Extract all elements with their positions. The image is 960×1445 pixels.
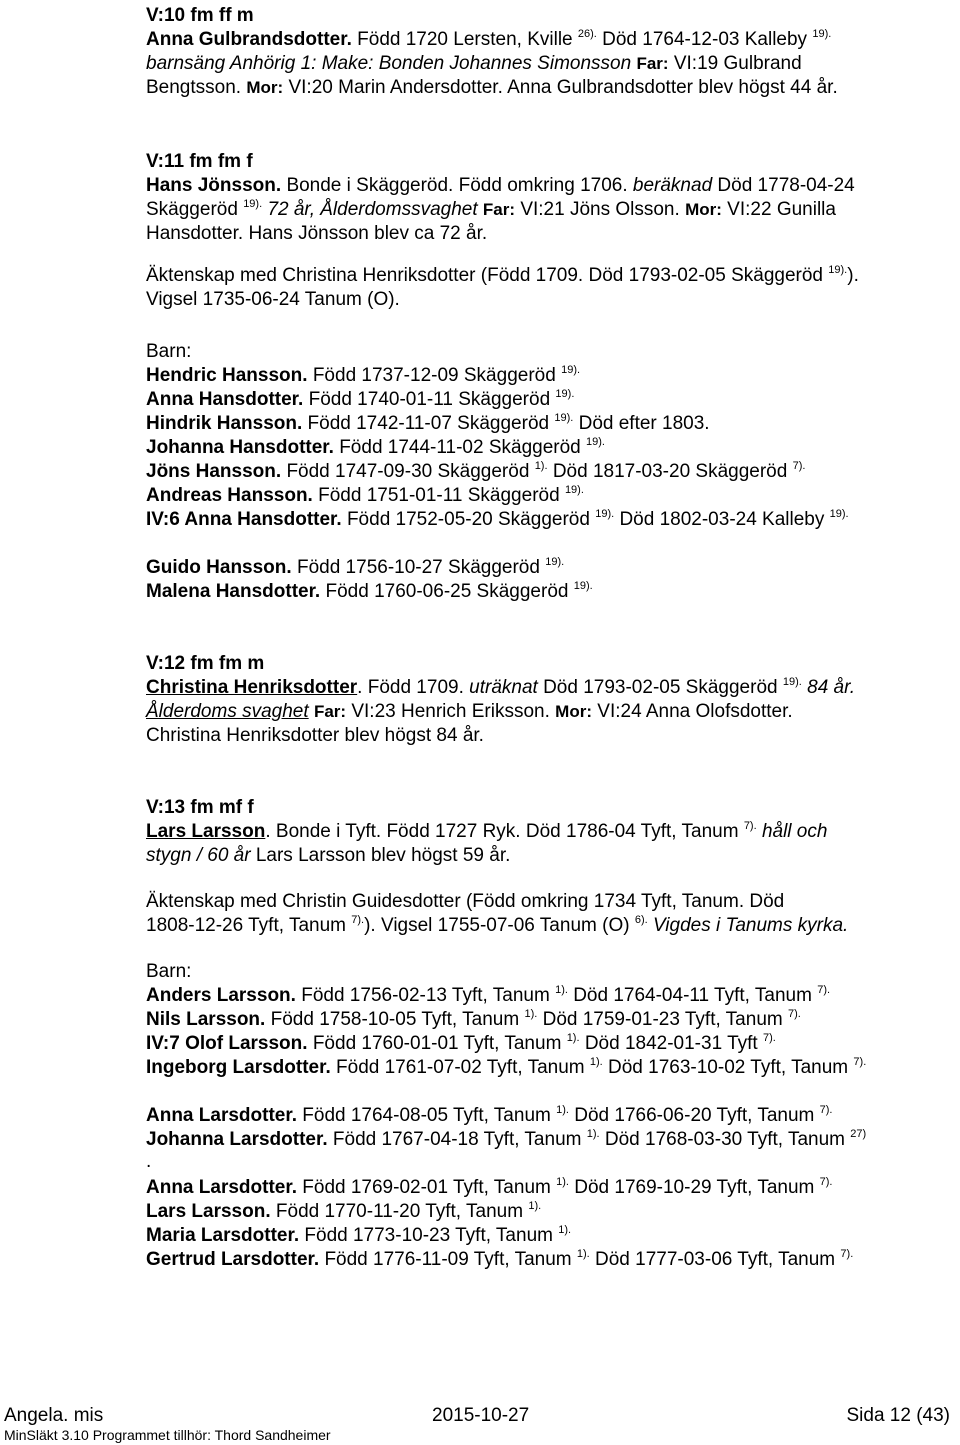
- child-name: IV:6 Anna Hansdotter.: [146, 509, 342, 530]
- child-row: Anna Larsdotter. Född 1764-08-05 Tyft, Tanum $^{1).}$ Död 1766-06-20 Tyft, Tanum $^{7).}$: [146, 1104, 833, 1126]
- child-name: Johanna Larsdotter.: [146, 1129, 328, 1150]
- child-row: Malena Hansdotter. Född 1760-06-25 Skäggeröd $^{19).}$: [146, 580, 593, 602]
- child-name: Malena Hansdotter.: [146, 581, 321, 602]
- person-name: Hans Jönsson.: [146, 175, 282, 196]
- entry-line: Anna Gulbrandsdotter. Född 1720 Lersten, Kville $^{26).}$ Död 1764-12-03 Kalleby $^{19).}$: [146, 28, 832, 50]
- entry-line: Skäggeröd $^{19).}$ 72 år, Ålderdomssvaghet Far: VI:21 Jöns Olsson. Mor: VI:22 Gunilla: [146, 198, 836, 220]
- child-row: Hindrik Hansson. Född 1742-11-07 Skäggeröd $^{19).}$ Död efter 1803.: [146, 412, 710, 434]
- entry-heading: V:13 fm mf f: [146, 797, 254, 818]
- entry-line: Hans Jönsson. Bonde i Skäggeröd. Född omkring 1706. beräknad Död 1778-04-24: [146, 175, 855, 196]
- child-name: Lars Larsson.: [146, 1201, 271, 1222]
- entry-heading: V:10 fm ff m: [146, 5, 254, 26]
- child-row: Jöns Hansson. Född 1747-09-30 Skäggeröd $^{1).}$ Död 1817-03-20 Skäggeröd $^{7).}$: [146, 460, 806, 482]
- child-row: Ingeborg Larsdotter. Född 1761-07-02 Tyft, Tanum $^{1).}$ Död 1763-10-02 Tyft, Tanum $^{7).}$: [146, 1056, 867, 1078]
- entry-heading: V:11 fm fm f: [146, 151, 253, 172]
- marriage-line: Äktenskap med Christin Guidesdotter (Född omkring 1734 Tyft, Tanum. Död: [146, 891, 785, 912]
- child-name: IV:7 Olof Larsson.: [146, 1033, 308, 1054]
- entry-line: Christina Henriksdotter blev högst 84 år.: [146, 725, 484, 746]
- entry-line: Bengtsson. Mor: VI:20 Marin Andersdotter. Anna Gulbrandsdotter blev högst 44 år.: [146, 77, 838, 98]
- entry-line: stygn / 60 år Lars Larsson blev högst 59 år.: [146, 845, 511, 866]
- entry-line: Ålderdoms svaghet Far: VI:23 Henrich Eriksson. Mor: VI:24 Anna Olofsdotter.: [146, 701, 793, 722]
- child-name: Anna Hansdotter.: [146, 389, 304, 410]
- child-row: Johanna Larsdotter. Född 1767-04-18 Tyft, Tanum $^{1).}$ Död 1768-03-30 Tyft, Tanum $^{27)}$: [146, 1128, 867, 1150]
- marriage-line: 1808-12-26 Tyft, Tanum $^{7).}$). Vigsel 1755-07-06 Tanum (O) $^{6).}$ Vigdes i Tanums kyrka.: [146, 914, 849, 936]
- child-row: Maria Larsdotter. Född 1773-10-23 Tyft, Tanum $^{1).}$: [146, 1224, 572, 1246]
- children-label: Barn:: [146, 961, 192, 982]
- child-name: Hindrik Hansson.: [146, 413, 303, 434]
- footer-date: 2015-10-27: [432, 1405, 530, 1426]
- footer-program: MinSläkt 3.10 Programmet tillhör: Thord Sandheimer: [4, 1427, 331, 1443]
- child-name: Maria Larsdotter.: [146, 1225, 300, 1246]
- entry-line: Hansdotter. Hans Jönsson blev ca 72 år.: [146, 223, 488, 244]
- child-row: Hendric Hansson. Född 1737-12-09 Skäggeröd $^{19).}$: [146, 364, 581, 386]
- child-row: Anders Larsson. Född 1756-02-13 Tyft, Tanum $^{1).}$ Död 1764-04-11 Tyft, Tanum $^{7).}$: [146, 984, 831, 1006]
- child-row: Lars Larsson. Född 1770-11-20 Tyft, Tanum $^{1).}$: [146, 1200, 542, 1222]
- child-name: Anna Larsdotter.: [146, 1105, 297, 1126]
- entry-line: Christina Henriksdotter. Född 1709. uträknat Död 1793-02-05 Skäggeröd $^{19).}$ 84 år.: [146, 676, 856, 698]
- child-row-wrap: .: [146, 1151, 152, 1172]
- child-name: Nils Larsson.: [146, 1009, 266, 1030]
- child-row: Guido Hansson. Född 1756-10-27 Skäggeröd $^{19).}$: [146, 556, 565, 578]
- children-label: Barn:: [146, 341, 192, 362]
- child-name: Johanna Hansdotter.: [146, 437, 334, 458]
- footer-file: Angela. mis: [4, 1405, 104, 1426]
- child-row: Andreas Hansson. Född 1751-01-11 Skäggeröd $^{19).}$: [146, 484, 584, 506]
- child-name: Anna Larsdotter.: [146, 1177, 297, 1198]
- child-name: Andreas Hansson.: [146, 485, 313, 506]
- child-row: Johanna Hansdotter. Född 1744-11-02 Skäggeröd $^{19).}$: [146, 436, 605, 458]
- child-name: Ingeborg Larsdotter.: [146, 1057, 331, 1078]
- footer-page: Sida 12 (43): [846, 1405, 950, 1426]
- child-row: Gertrud Larsdotter. Född 1776-11-09 Tyft, Tanum $^{1).}$ Död 1777-03-06 Tyft, Tanum $^{7).}$: [146, 1248, 854, 1270]
- child-name: Gertrud Larsdotter.: [146, 1249, 320, 1270]
- child-name: Anders Larsson.: [146, 985, 296, 1006]
- marriage-line: Äktenskap med Christina Henriksdotter (Född 1709. Död 1793-02-05 Skäggeröd $^{19).}$).: [146, 264, 859, 286]
- person-name: Lars Larsson: [146, 821, 266, 842]
- child-name: Guido Hansson.: [146, 557, 292, 578]
- entry-line: Lars Larsson. Bonde i Tyft. Född 1727 Ryk. Död 1786-04 Tyft, Tanum $^{7).}$ håll och: [146, 820, 828, 842]
- entry-line: barnsäng Anhörig 1: Make: Bonden Johannes Simonsson Far: VI:19 Gulbrand: [146, 53, 802, 74]
- child-row: Anna Larsdotter. Född 1769-02-01 Tyft, Tanum $^{1).}$ Död 1769-10-29 Tyft, Tanum $^{7).}$: [146, 1176, 833, 1198]
- child-row: Nils Larsson. Född 1758-10-05 Tyft, Tanum $^{1).}$ Död 1759-01-23 Tyft, Tanum $^{7).}$: [146, 1008, 801, 1030]
- entry-heading: V:12 fm fm m: [146, 653, 265, 674]
- child-name: Hendric Hansson.: [146, 365, 308, 386]
- marriage-line: Vigsel 1735-06-24 Tanum (O).: [146, 289, 400, 310]
- person-name: Anna Gulbrandsdotter.: [146, 29, 352, 50]
- child-row: IV:6 Anna Hansdotter. Född 1752-05-20 Skäggeröd $^{19).}$ Död 1802-03-24 Kalleby $^{19).}$: [146, 508, 849, 530]
- child-row: Anna Hansdotter. Född 1740-01-11 Skäggeröd $^{19).}$: [146, 388, 575, 410]
- child-name: Jöns Hansson.: [146, 461, 282, 482]
- child-row: IV:7 Olof Larsson. Född 1760-01-01 Tyft, Tanum $^{1).}$ Död 1842-01-31 Tyft $^{7).}$: [146, 1032, 776, 1054]
- person-name: Christina Henriksdotter: [146, 677, 358, 698]
